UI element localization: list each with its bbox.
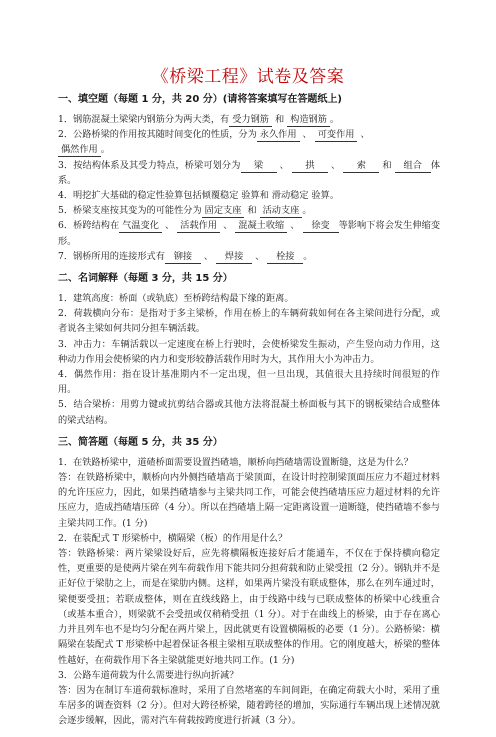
fill-section <box>58 93 440 264</box>
q2-answer-3: 偶然作用 <box>58 144 101 157</box>
q3-answer-3: 索 <box>343 160 379 173</box>
term-item-1: 1．建筑高度：桥面（或轨底）至桥跨结构最下缘的距离。 <box>58 293 294 305</box>
q1-text: 1．钢筋混凝土梁梁内钢筋分为两大类，有 <box>58 114 230 125</box>
q3-and: 和 <box>382 159 392 171</box>
term-item-3: 3．冲击力：车辆活载以一定速度在桥上行驶时，会使桥梁发生振动，产生竖向动力作用，这种动力作用会使桥梁的内力和变形较静活载作用时为大，其作用大小为冲击力。 <box>58 338 440 365</box>
q5-answer-2: 活动支座 <box>260 205 303 218</box>
q7-answer-2: 焊接 <box>216 251 252 264</box>
q2-answer-1: 永久作用 <box>257 129 300 142</box>
q2-answer-2: 可变作用 <box>315 129 358 142</box>
q3-end: 体系。 <box>58 159 441 186</box>
term-item-5: 5．结合梁桥：用剪力键或抗剪结合器或其他方法将混凝土桥面板与其下的钢板梁结合成整体的梁式结构。 <box>58 399 440 426</box>
fill-question-1 <box>58 112 440 127</box>
short-answer-3: 答：因为在制订车道荷载标准时，采用了自然堵塞的车间间距，在确定荷载大小时，采用了重车居多的调查资料（2 分）。但对大跨径桥梁，随着跨径的增加，实际通行车辆出现上述情况就会逐步缓解，因此，需对汽车荷载按跨度进行折减（3 分）。 <box>58 684 440 727</box>
q1-answer-1: 受力钢筋 <box>229 114 272 127</box>
fill-question-3: 3．按结构体系及其受力特点，桥梁可划分为 梁 、 拱 、 索 和 组合 体系。 <box>58 159 441 186</box>
fill-question-7: 7．钢桥所用的连接形式有 铆接 、 焊接 、 栓接 。 <box>58 250 313 262</box>
fill-question-6: 6．桥跨结构在 气温变化 、 活载作用 、 混凝土收缩 、 徐变 等影响下将会发生伸缩变形。 <box>58 220 441 247</box>
terms-section <box>58 272 440 428</box>
fill-question-4: 4．明挖扩大基础的稳定性验算包括倾覆稳定 验算和 滑动稳定 验算。 <box>58 190 340 202</box>
short-answer-1: 答：在铁路桥梁中，顺桥向内外侧挡碴墙高于梁顶面，在设计时控制梁顶面压应力不超过材料的允许压应力，因此，如果挡碴墙参与主梁共同工作，可能会使挡碴墙压应力超过材料的允许压应力，造成挡碴墙压碎（4 分）。所以在挡碴墙上隔一定距离设置一道断缝，使挡碴墙不参与主梁共同工作。(1 分) <box>58 472 440 529</box>
fill-question-5 <box>58 203 440 218</box>
q7-answer-3: 栓接 <box>267 251 303 264</box>
q7-answer-1: 铆接 <box>165 251 201 264</box>
q5-text: 5．桥梁支座按其变为的可能性分为 <box>58 205 202 217</box>
q3-answer-2: 拱 <box>292 160 328 173</box>
short-answer-section <box>58 436 440 729</box>
q7-text: 7．钢桥所用的连接形式有 <box>58 250 165 262</box>
short-heading: 三、简答题（每题 5 分，共 35 分） <box>58 436 223 448</box>
q1-and: 和 <box>274 114 285 125</box>
short-answer-2: 答：铁路桥梁：两片梁梁设好后，应先将横隔板连接好后才能通车，不仅在于保持横向稳定性，更重要的是使两片梁在列车荷载作用下能共同分担荷载和防止梁受扭（2 分）。钢轨并不是正好位于梁肋之上，而是在梁肋内侧。这样，如果两片梁没有联成整体，那么在列车通过时，梁便要受扭；若联成整体，则在直线线路上，由于线路中线与已联成整体的桥梁中心线重合（或基本重合），则梁就不会受扭或仅稍稍受扭（1 分）。对于在曲线上的桥梁，由于存在离心力并且列车也不是均匀分配在两片梁上，因此就更有设置横隔板的必要（1 分）。公路桥梁：横隔梁在装配式 T 形梁桥中起着保证各根主梁相互联成整体的作用。它的刚度越大，桥梁的整体性越好，在荷载作用下各主梁就能更好地共同工作。(1 分) <box>58 548 440 666</box>
short-question-2: 2．在装配式 T 形梁桥中，横隔梁（板）的作用是什么？ <box>58 532 288 544</box>
short-question-3: 3．公路车道荷载为什么需要进行纵向折减？ <box>58 669 239 681</box>
q6-text: 6．桥跨结构在 <box>58 220 120 232</box>
terms-heading: 二、名词解释（每题 3 分，共 15 分） <box>58 273 233 285</box>
q6-answer-3: 混凝土收缩 <box>235 220 287 233</box>
fill-question-2: 2．公路桥梁的作用按其随时间变化的性质，分为 永久作用 、 可变作用 、 偶然作用 。 <box>58 129 370 156</box>
q3-answer-1: 梁 <box>241 160 277 173</box>
short-question-1: 1．在铁路桥梁中，道碴桥面需要设置挡碴墙，顺桥向挡碴墙需设置断缝，这是为什么？ <box>58 456 413 468</box>
q6-answer-1: 气温变化 <box>119 220 162 233</box>
q3-text: 3．按结构体系及其受力特点，桥梁可划分为 <box>58 159 241 171</box>
term-item-4: 4．偶然作用：指在设计基准期内不一定出现，但一旦出现，其值很大且持续时间很短的作用。 <box>58 369 440 396</box>
q7-end: 。 <box>303 250 313 262</box>
q5-answer-1: 固定支座 <box>202 205 245 218</box>
q2-end: 。 <box>100 144 110 156</box>
q5-end: 。 <box>302 205 312 217</box>
q6-end: 等影响下将会发生伸缩变形。 <box>58 220 441 247</box>
fill-heading: 一、填空题（每题 1 分，共 20 分）(请将答案填写在答题纸上) <box>58 94 342 105</box>
q3-answer-4: 组合 <box>395 160 431 173</box>
q6-answer-2: 活载作用 <box>177 220 220 233</box>
q1-answer-2: 构造钢筋 <box>287 114 330 127</box>
content-body <box>58 93 440 737</box>
term-item-2: 2．荷载横向分布：是指对于多主梁桥，作用在桥上的车辆荷载如何在各主梁间进行分配，或者说各主梁如何共同分担车辆活载。 <box>58 308 440 335</box>
q1-end: 。 <box>329 114 340 125</box>
q6-answer-4: 徐变 <box>303 220 339 233</box>
q2-text: 2．公路桥梁的作用按其随时间变化的性质，分为 <box>58 129 257 141</box>
page-title: 《桥梁工程》试卷及答案 <box>151 67 345 87</box>
q5-and: 和 <box>247 205 257 217</box>
